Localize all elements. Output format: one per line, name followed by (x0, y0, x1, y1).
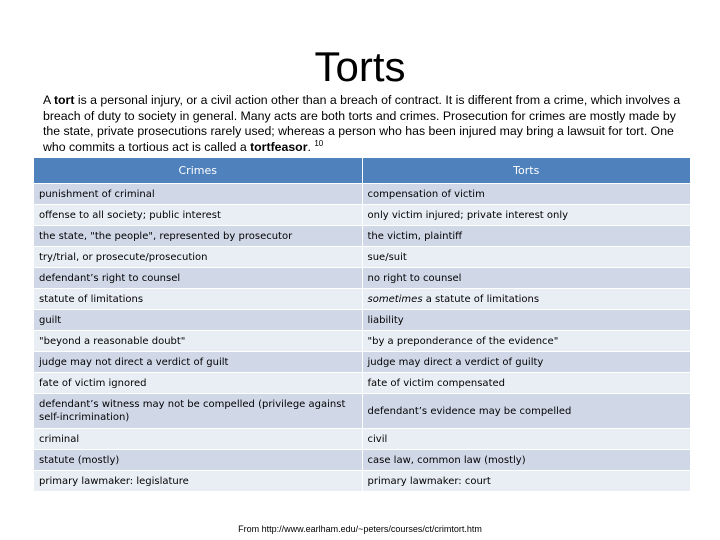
header-crimes: Crimes (34, 158, 362, 184)
torts-cell-emphasis: sometimes (367, 293, 423, 305)
torts-cell: only victim injured; private interest only (362, 205, 690, 226)
table-row (34, 289, 690, 310)
table-row (34, 268, 690, 289)
table-row (34, 394, 690, 429)
crimes-cell: fate of victim ignored (34, 373, 362, 394)
torts-cell: compensation of victim (362, 184, 690, 205)
crimes-cell: defendant’s right to counsel (34, 268, 362, 289)
crimes-cell: defendant’s witness may not be compelled (privilege against self-incrimination) (34, 394, 362, 429)
table-header-row (34, 158, 690, 184)
table-row (34, 373, 690, 394)
crimes-torts-table (34, 158, 690, 491)
crimes-cell: the state, "the people", represented by prosecutor (34, 226, 362, 247)
header-torts: Torts (362, 158, 690, 184)
crimes-cell: judge may not direct a verdict of guilt (34, 352, 362, 373)
crimes-cell: criminal (34, 429, 362, 450)
torts-cell: the victim, plaintiff (362, 226, 690, 247)
source-citation: From http://www.earlham.edu/~peters/courses/ct/crimtort.htm (238, 524, 482, 534)
crimes-cell: statute of limitations (34, 289, 362, 310)
intro-text-3: . (307, 139, 315, 154)
torts-cell: judge may direct a verdict of guilty (362, 352, 690, 373)
torts-cell: civil (362, 429, 690, 450)
table-row (34, 205, 690, 226)
intro-text-1: A (43, 93, 54, 107)
torts-cell: defendant’s evidence may be compelled (362, 394, 690, 429)
torts-cell: no right to counsel (362, 268, 690, 289)
table-row (34, 226, 690, 247)
slide-title: Torts (314, 43, 406, 90)
crimes-cell: offense to all society; public interest (34, 205, 362, 226)
torts-cell: "by a preponderance of the evidence" (362, 331, 690, 352)
table-row (34, 184, 690, 205)
tortfeasor-term: tortfeasor (250, 139, 308, 154)
crimes-cell: punishment of criminal (34, 184, 362, 205)
table-row (34, 352, 690, 373)
torts-cell: liability (362, 310, 690, 331)
crimes-cell: primary lawmaker: legislature (34, 471, 362, 492)
torts-cell-rest: a statute of limitations (422, 293, 540, 305)
table-row (34, 331, 690, 352)
table-row (34, 310, 690, 331)
table-row (34, 429, 690, 450)
crimes-cell: "beyond a reasonable doubt" (34, 331, 362, 352)
intro-text-2: is a personal injury, or a civil action other than a breach of contract. It is different from a crime, which involves a breach of duty to society in general. Many acts are both torts and crimes. Prosecution for crimes are mostly made by the state, private prosecutions rarely used; whereas a person who has been injured may bring a lawsuit for tort. One who commits a tortious act is called a (43, 93, 681, 154)
tort-term: tort (53, 93, 75, 107)
crimes-cell: try/trial, or prosecute/prosecution (34, 247, 362, 268)
torts-cell (362, 289, 690, 310)
torts-cell: primary lawmaker: court (362, 471, 690, 492)
crimes-cell: statute (mostly) (34, 450, 362, 471)
torts-cell: case law, common law (mostly) (362, 450, 690, 471)
intro-paragraph (43, 93, 693, 155)
table-row (34, 471, 690, 492)
footnote-ref: 10 (314, 138, 324, 148)
crimes-cell: guilt (34, 310, 362, 331)
torts-cell: sue/suit (362, 247, 690, 268)
table-row (34, 450, 690, 471)
torts-cell: fate of victim compensated (362, 373, 690, 394)
table-row (34, 247, 690, 268)
